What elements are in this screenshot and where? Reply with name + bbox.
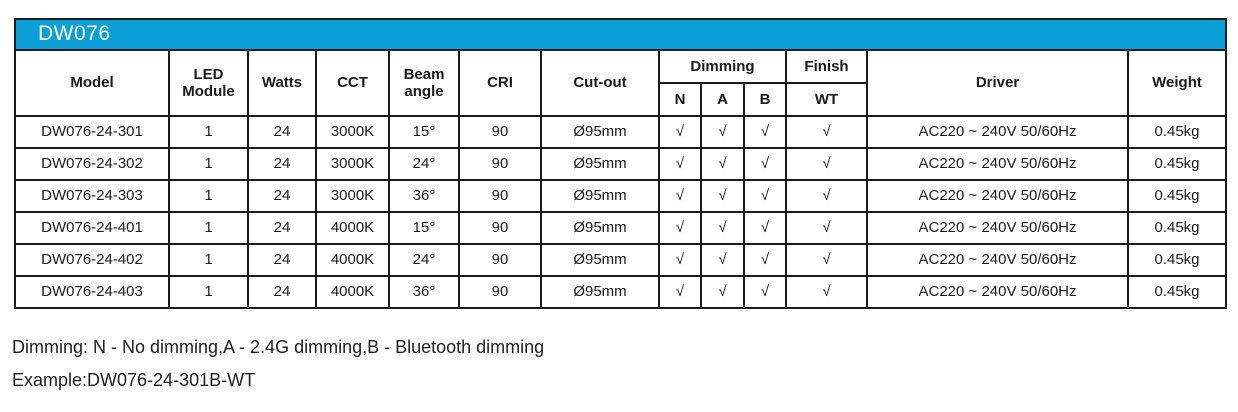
cell-dimming-b-check: √ — [744, 276, 786, 308]
cell-driver: AC220 ~ 240V 50/60Hz — [867, 116, 1128, 148]
cell-dimming-a-check: √ — [701, 116, 744, 148]
cell-finish-wt-check: √ — [786, 212, 867, 244]
cell-dimming-b-check: √ — [744, 148, 786, 180]
cell-model: DW076-24-401 — [15, 212, 169, 244]
cell-dimming-n-check: √ — [659, 244, 701, 276]
cell-cri: 90 — [459, 148, 541, 180]
cell-model: DW076-24-303 — [15, 180, 169, 212]
cell-cct: 4000K — [316, 276, 389, 308]
spec-table-container — [14, 18, 1225, 309]
cell-led-module: 1 — [169, 116, 248, 148]
col-header-cutout: Cut-out — [541, 50, 659, 116]
cell-driver: AC220 ~ 240V 50/60Hz — [867, 212, 1128, 244]
cell-model: DW076-24-403 — [15, 276, 169, 308]
cell-finish-wt-check: √ — [786, 116, 867, 148]
cell-cct: 3000K — [316, 148, 389, 180]
table-title: DW076 — [15, 19, 1226, 50]
cell-led-module: 1 — [169, 276, 248, 308]
cell-cri: 90 — [459, 244, 541, 276]
cell-cri: 90 — [459, 180, 541, 212]
cell-dimming-n-check: √ — [659, 212, 701, 244]
cell-led-module: 1 — [169, 148, 248, 180]
cell-weight: 0.45kg — [1128, 212, 1226, 244]
cell-led-module: 1 — [169, 244, 248, 276]
cell-watts: 24 — [248, 276, 316, 308]
col-header-dimming-b: B — [744, 83, 786, 116]
col-header-dimming-a: A — [701, 83, 744, 116]
cell-beam-angle: 36° — [389, 276, 459, 308]
col-header-beam-angle: Beam angle — [389, 50, 459, 116]
cell-finish-wt-check: √ — [786, 244, 867, 276]
table-row — [15, 116, 1226, 148]
cell-cutout: Ø95mm — [541, 212, 659, 244]
col-header-led-module: LED Module — [169, 50, 248, 116]
footnotes — [12, 331, 544, 397]
cell-dimming-b-check: √ — [744, 116, 786, 148]
cell-watts: 24 — [248, 116, 316, 148]
cell-dimming-a-check: √ — [701, 212, 744, 244]
col-header-model: Model — [15, 50, 169, 116]
col-header-finish: Finish — [786, 50, 867, 83]
cell-dimming-b-check: √ — [744, 212, 786, 244]
cell-weight: 0.45kg — [1128, 180, 1226, 212]
cell-weight: 0.45kg — [1128, 116, 1226, 148]
table-row — [15, 212, 1226, 244]
cell-dimming-a-check: √ — [701, 244, 744, 276]
table-row — [15, 244, 1226, 276]
col-header-dimming: Dimming — [659, 50, 786, 83]
cell-dimming-n-check: √ — [659, 116, 701, 148]
cell-dimming-a-check: √ — [701, 148, 744, 180]
cell-dimming-n-check: √ — [659, 148, 701, 180]
col-header-dimming-n: N — [659, 83, 701, 116]
cell-finish-wt-check: √ — [786, 276, 867, 308]
col-header-driver: Driver — [867, 50, 1128, 116]
cell-cutout: Ø95mm — [541, 276, 659, 308]
table-title-bar — [15, 19, 1226, 50]
cell-dimming-a-check: √ — [701, 276, 744, 308]
spec-table — [14, 18, 1227, 309]
cell-dimming-a-check: √ — [701, 180, 744, 212]
cell-cutout: Ø95mm — [541, 180, 659, 212]
cell-cct: 4000K — [316, 244, 389, 276]
cell-dimming-b-check: √ — [744, 180, 786, 212]
cell-weight: 0.45kg — [1128, 244, 1226, 276]
cell-beam-angle: 15° — [389, 116, 459, 148]
cell-weight: 0.45kg — [1128, 276, 1226, 308]
cell-cri: 90 — [459, 276, 541, 308]
cell-beam-angle: 36° — [389, 180, 459, 212]
cell-cri: 90 — [459, 212, 541, 244]
cell-driver: AC220 ~ 240V 50/60Hz — [867, 180, 1128, 212]
cell-cutout: Ø95mm — [541, 116, 659, 148]
cell-cutout: Ø95mm — [541, 148, 659, 180]
cell-driver: AC220 ~ 240V 50/60Hz — [867, 148, 1128, 180]
table-row — [15, 148, 1226, 180]
table-row — [15, 180, 1226, 212]
cell-weight: 0.45kg — [1128, 148, 1226, 180]
cell-led-module: 1 — [169, 212, 248, 244]
cell-driver: AC220 ~ 240V 50/60Hz — [867, 244, 1128, 276]
col-header-watts: Watts — [248, 50, 316, 116]
table-row — [15, 276, 1226, 308]
cell-model: DW076-24-302 — [15, 148, 169, 180]
cell-model: DW076-24-301 — [15, 116, 169, 148]
cell-watts: 24 — [248, 180, 316, 212]
cell-cutout: Ø95mm — [541, 244, 659, 276]
cell-model: DW076-24-402 — [15, 244, 169, 276]
dimming-legend-note: Dimming: N - No dimming,A - 2.4G dimming,B - Bluetooth dimming — [12, 337, 545, 357]
cell-beam-angle: 15° — [389, 212, 459, 244]
cell-dimming-n-check: √ — [659, 276, 701, 308]
cell-dimming-b-check: √ — [744, 244, 786, 276]
col-header-finish-wt: WT — [786, 83, 867, 116]
cell-driver: AC220 ~ 240V 50/60Hz — [867, 276, 1128, 308]
cell-beam-angle: 24° — [389, 148, 459, 180]
header-row-top — [15, 50, 1226, 83]
example-note: Example:DW076-24-301B-WT — [12, 370, 256, 390]
cell-cct: 3000K — [316, 116, 389, 148]
cell-dimming-n-check: √ — [659, 180, 701, 212]
cell-cct: 3000K — [316, 180, 389, 212]
cell-cri: 90 — [459, 116, 541, 148]
col-header-cri: CRI — [459, 50, 541, 116]
cell-watts: 24 — [248, 148, 316, 180]
cell-led-module: 1 — [169, 180, 248, 212]
cell-watts: 24 — [248, 244, 316, 276]
cell-beam-angle: 24° — [389, 244, 459, 276]
col-header-cct: CCT — [316, 50, 389, 116]
cell-cct: 4000K — [316, 212, 389, 244]
cell-finish-wt-check: √ — [786, 148, 867, 180]
cell-watts: 24 — [248, 212, 316, 244]
cell-finish-wt-check: √ — [786, 180, 867, 212]
col-header-weight: Weight — [1128, 50, 1226, 116]
